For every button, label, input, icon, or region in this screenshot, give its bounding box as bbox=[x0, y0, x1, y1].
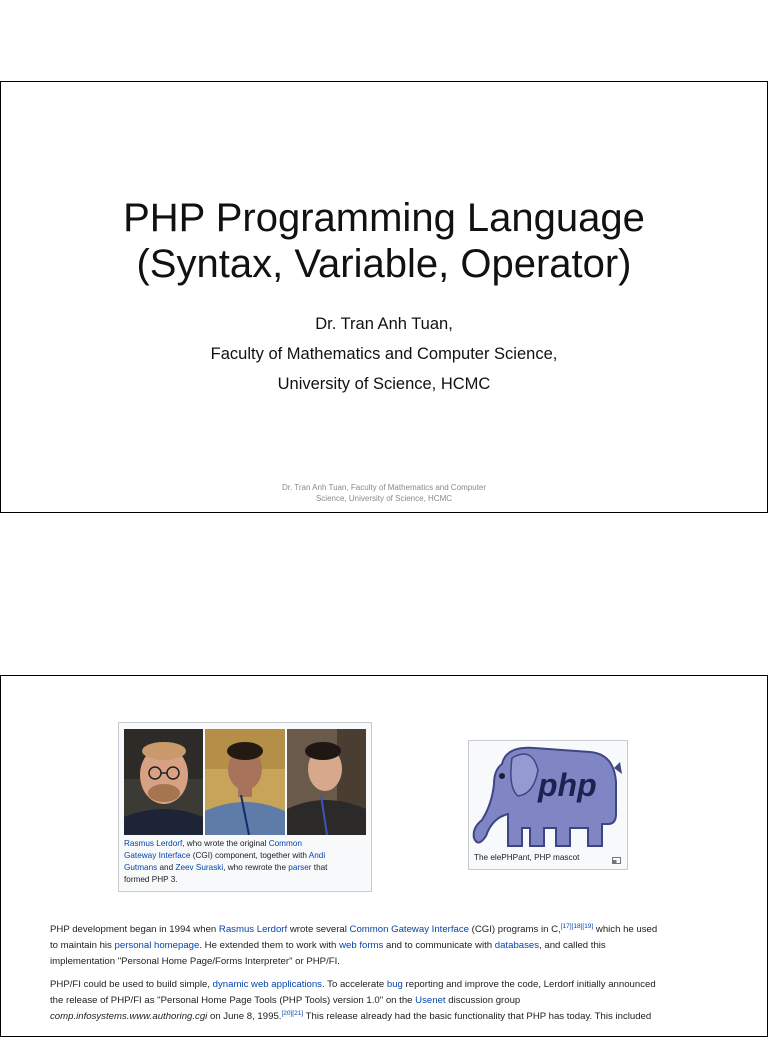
link-rasmus-lerdorf-2[interactable]: Rasmus Lerdorf bbox=[218, 924, 288, 935]
footer-line-2: Science, University of Science, HCMC bbox=[315, 494, 453, 503]
photo-caption: Rasmus Lerdorf, who wrote the original Common Gateway Interface (CGI) component, together with Andi Gutmans and Zeev Suraski, who rewrote the parser that formed PHP 3. bbox=[124, 839, 328, 884]
link-dynamic-web-applications[interactable]: dynamic web applications bbox=[212, 979, 322, 990]
link-parser[interactable]: parser bbox=[288, 863, 312, 872]
link-personal-homepage[interactable]: personal homepage bbox=[114, 940, 200, 951]
photo-zeev-suraski[interactable] bbox=[287, 729, 366, 835]
link-andi[interactable]: Andi bbox=[308, 851, 326, 860]
slide-footer bbox=[1, 482, 767, 504]
php-logo-text: php bbox=[538, 767, 597, 803]
title-line-2: (Syntax, Variable, Operator) bbox=[136, 242, 632, 286]
title-slide bbox=[0, 81, 768, 513]
slide-title bbox=[1, 195, 767, 287]
link-web-forms[interactable]: web forms bbox=[339, 940, 384, 951]
author-name: Dr. Tran Anh Tuan, bbox=[315, 315, 453, 333]
photo-rasmus-lerdorf[interactable] bbox=[124, 729, 203, 835]
university-name: University of Science, HCMC bbox=[277, 375, 491, 393]
link-usenet[interactable]: Usenet bbox=[415, 995, 446, 1006]
ref-20-21[interactable]: [20][21] bbox=[281, 1009, 304, 1017]
link-zeev-suraski[interactable]: Zeev Suraski bbox=[175, 863, 224, 872]
paragraph-history-2: PHP/FI could be used to build simple, dynamic web applications. To accelerate bug reporting and improve the code, Lerdorf initially announced the release of PHP/FI as "Personal Home Page Tools (PHP Tools) version 1.0" on the Usenet discussion group comp.infosystems.www.authoring.cgi on June 8, 1995.[20][21] This release already had the basic functionality that PHP has today. This included bbox=[50, 979, 656, 1022]
link-rasmus-lerdorf[interactable]: Rasmus Lerdorf bbox=[124, 839, 183, 848]
mascot-figure bbox=[468, 740, 628, 870]
history-slide bbox=[0, 675, 768, 1037]
link-databases[interactable]: databases bbox=[494, 940, 540, 951]
creators-photo-figure bbox=[118, 722, 372, 892]
link-bug[interactable]: bug bbox=[386, 979, 403, 990]
enlarge-icon[interactable] bbox=[612, 851, 621, 858]
link-common-gateway-interface[interactable]: Common Gateway Interface bbox=[349, 924, 469, 935]
paragraph-history-1: PHP development began in 1994 when Rasmus Lerdorf wrote several Common Gateway Interface (CGI) programs in C,[17][18][19] which he used to maintain his personal homepage. He extended them to work with web forms and to communicate with databases, and called this implementation "Personal Home Page/Forms Interpreter" or PHP/FI. bbox=[50, 922, 658, 967]
mascot-caption: The elePHPant, PHP mascot bbox=[474, 853, 580, 862]
link-gateway-interface[interactable]: Gateway Interface bbox=[124, 851, 191, 860]
slide-subtitle bbox=[1, 309, 767, 399]
link-gutmans[interactable]: Gutmans bbox=[124, 863, 158, 872]
title-line-1: PHP Programming Language bbox=[123, 196, 645, 240]
elephpant-image[interactable] bbox=[472, 744, 624, 848]
footer-line-1: Dr. Tran Anh Tuan, Faculty of Mathematics and Computer bbox=[281, 483, 487, 492]
faculty-name: Faculty of Mathematics and Computer Science, bbox=[210, 345, 558, 363]
link-common[interactable]: Common bbox=[268, 839, 302, 848]
ref-17-18-19[interactable]: [17][18][19] bbox=[560, 922, 594, 930]
photo-andi-gutmans[interactable] bbox=[205, 729, 285, 835]
